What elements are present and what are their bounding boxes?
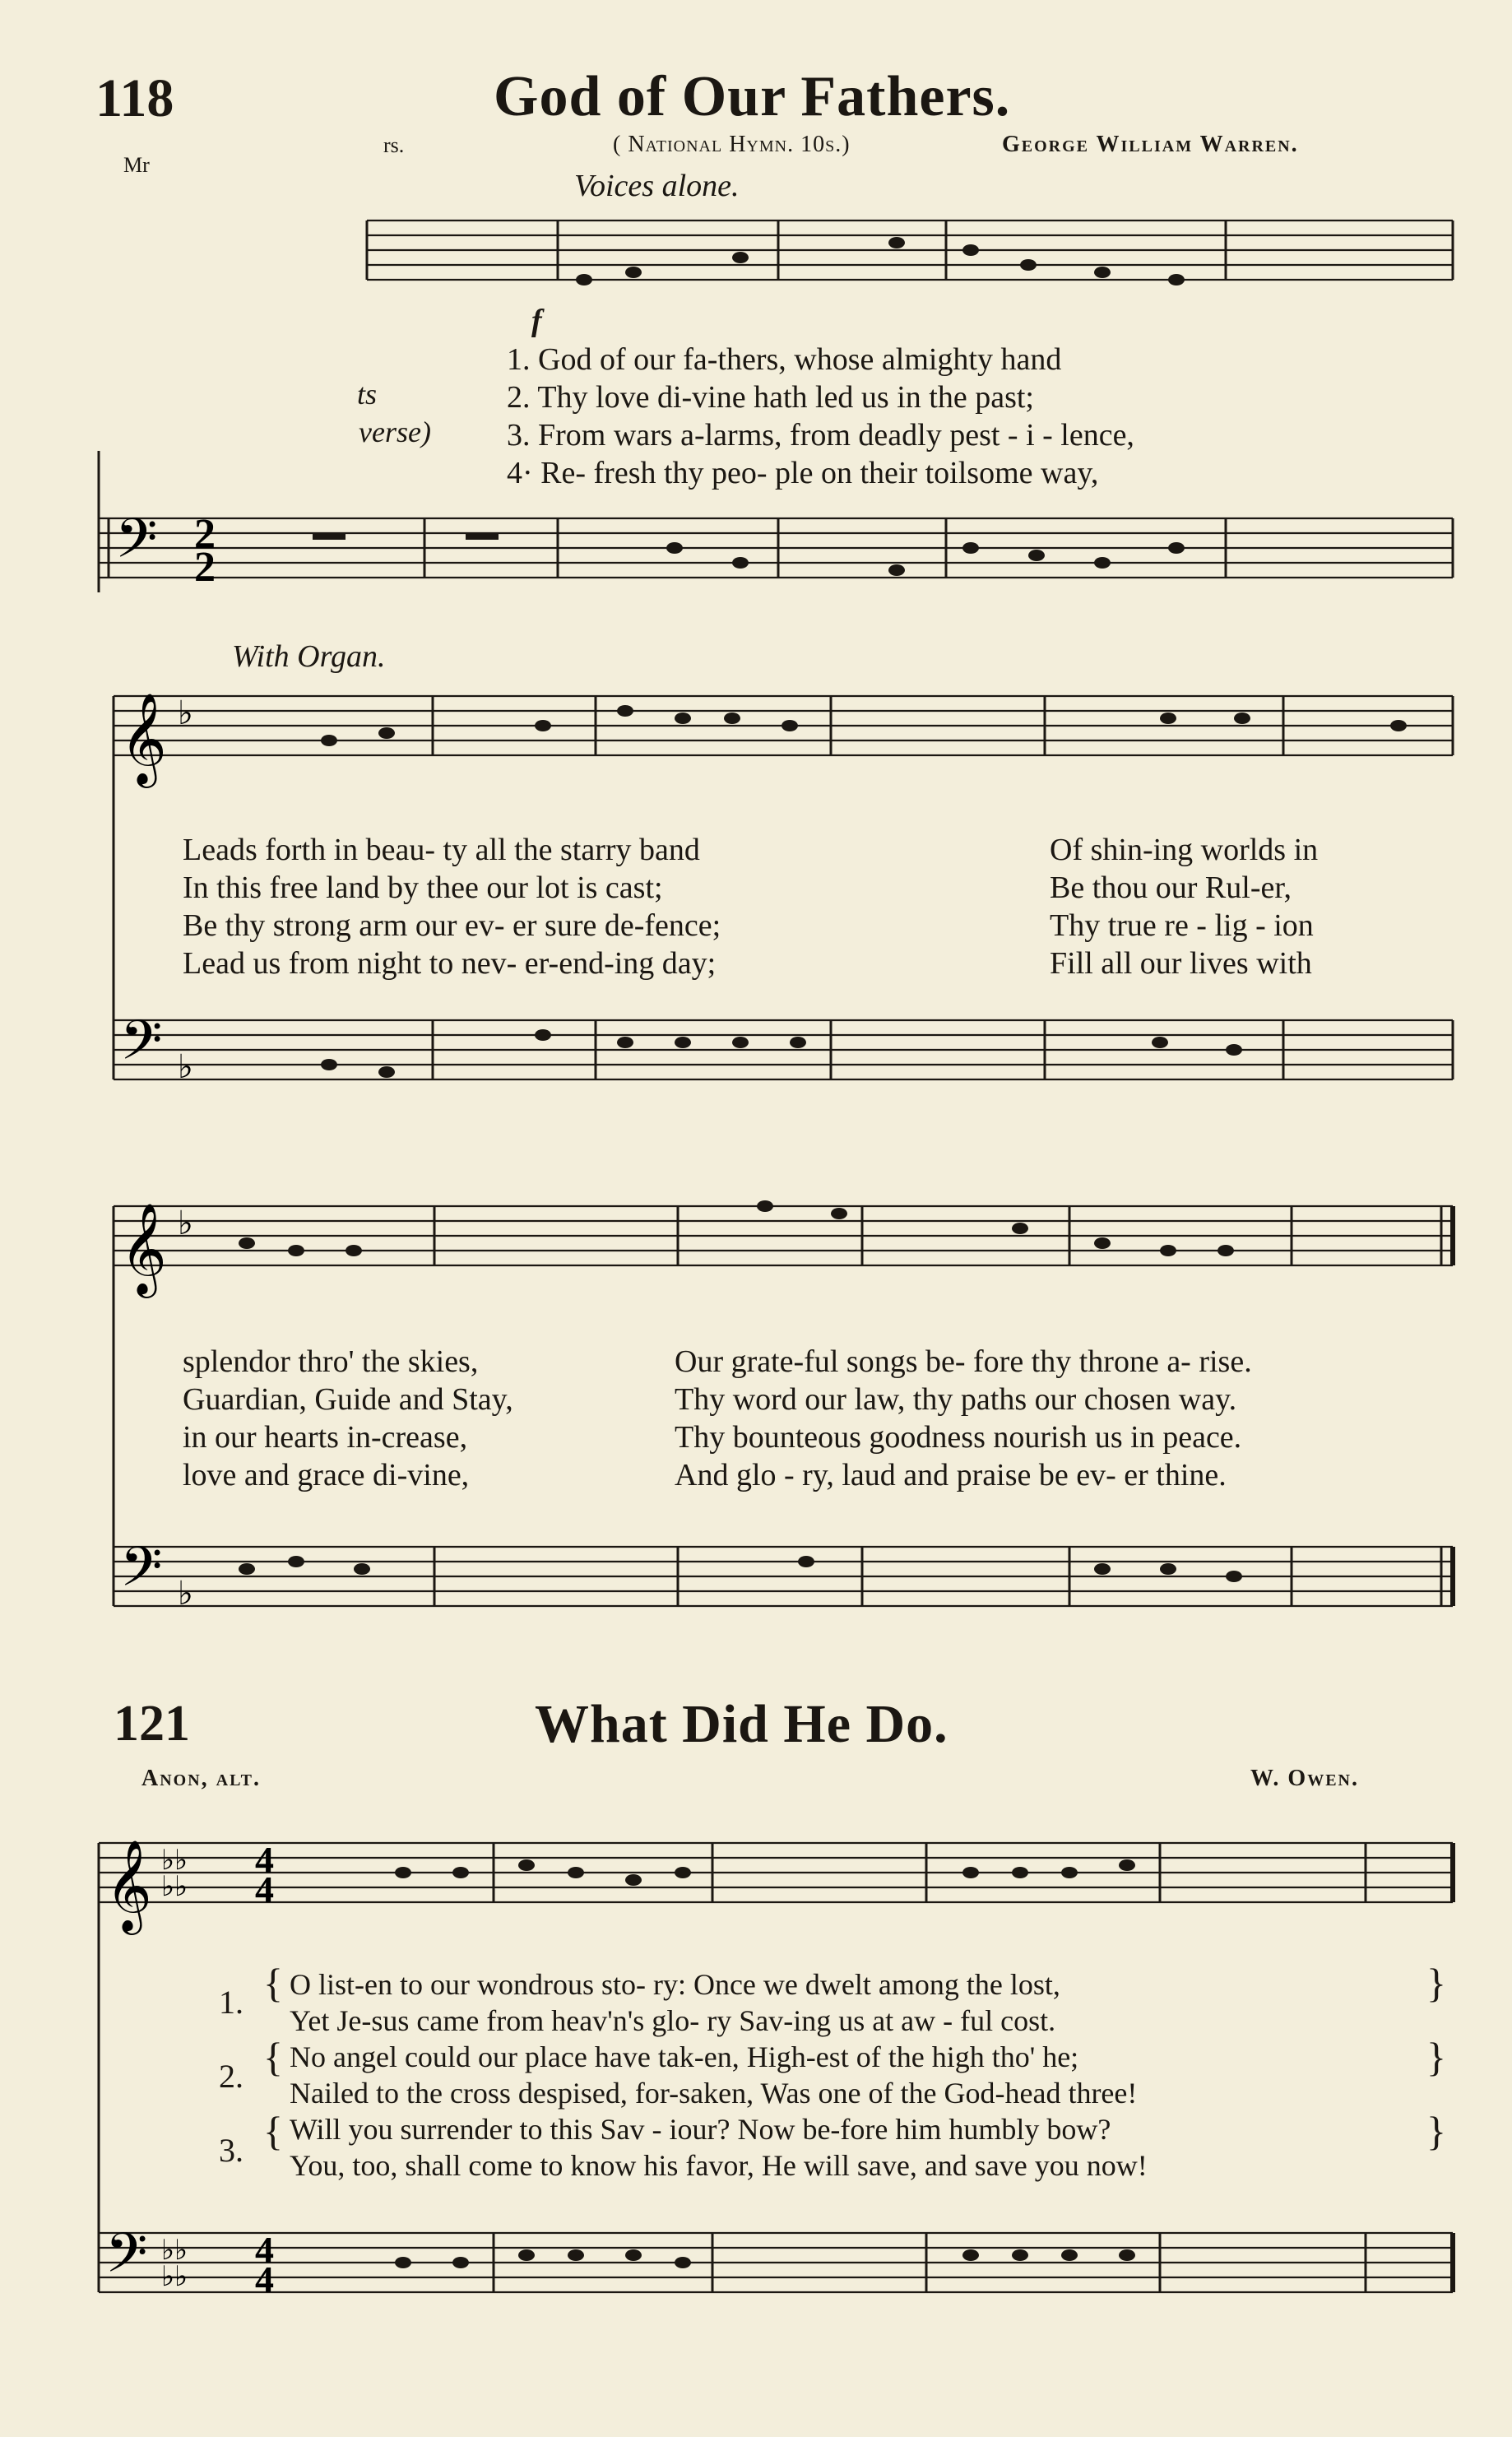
svg-text:2: 2	[194, 544, 216, 591]
verse-line: 3. From wars a-larms, from deadly pest - i - lence,	[507, 418, 1134, 453]
verses-block-121	[290, 1966, 1148, 2184]
verse-line: You, too, shall come to know his favor, He will save, and save you now!	[290, 2149, 1148, 2182]
svg-text:𝄢: 𝄢	[120, 1009, 163, 1085]
svg-text:♭♭: ♭♭	[161, 2234, 188, 2267]
svg-text:♭: ♭	[178, 1575, 193, 1613]
left-brace: {	[263, 1960, 283, 2006]
svg-text:♭♭: ♭♭	[161, 1844, 188, 1877]
hymn-number: 121	[114, 1696, 190, 1752]
verses-block-2-right	[1050, 831, 1318, 982]
verse-line: And glo - ry, laud and praise be ev- er thine.	[675, 1458, 1227, 1492]
verses-block-1	[507, 341, 1134, 492]
margin-note: Mr	[123, 153, 150, 177]
verse-number: 3.	[219, 2132, 243, 2169]
verse-line: Leads forth in beau- ty all the starry band	[183, 833, 700, 867]
left-brace: {	[263, 2108, 283, 2154]
svg-text:4: 4	[255, 1868, 274, 1910]
treble-staff-3	[114, 1202, 1453, 1298]
hymn-title: God of Our Fathers.	[494, 65, 1011, 128]
verse-line: Will you surrender to this Sav - iour? Now be-fore him humbly bow?	[290, 2113, 1111, 2146]
verses-block-2-left	[183, 831, 721, 982]
verse-line: No angel could our place have tak-en, High-est of the high tho' he;	[290, 2040, 1079, 2073]
left-brace: {	[263, 2034, 283, 2080]
dynamic-marking: f	[531, 304, 542, 338]
verse-line: Guardian, Guide and Stay,	[183, 1382, 513, 1417]
side-note-ts: ts	[357, 378, 378, 411]
verse-line: Lead us from night to nev- er-end-ing day;	[183, 946, 717, 981]
verse-line: Yet Je-sus came from heav'n's glo- ry Sav-ing us at aw - ful cost.	[290, 2004, 1056, 2037]
treble-staff-1	[367, 220, 1453, 280]
tune-name: ( National Hymn. 10s.)	[613, 132, 851, 157]
svg-text:♭♭: ♭♭	[161, 2260, 188, 2293]
direction-organ: With Organ.	[232, 639, 386, 674]
treble-staff-2	[114, 692, 1453, 788]
svg-text:𝄢: 𝄢	[115, 507, 158, 583]
svg-text:𝄢: 𝄢	[120, 1535, 163, 1612]
right-brace: }	[1426, 2034, 1446, 2080]
svg-text:4: 4	[255, 2229, 274, 2271]
svg-text:𝄞: 𝄞	[120, 1202, 167, 1294]
composer-121: W. Owen.	[1250, 1766, 1359, 1791]
verse-line: Be thy strong arm our ev- er sure de-fence;	[183, 908, 721, 943]
margin-fragment: rs.	[383, 133, 405, 157]
verse-line: Be thou our Rul-er,	[1050, 870, 1292, 905]
verses-block-3-left	[183, 1343, 513, 1494]
svg-text:4: 4	[255, 1839, 274, 1881]
verse-line: 1. God of our fa-thers, whose almighty hand	[507, 342, 1062, 377]
verse-line: 4· Re- fresh thy peo- ple on their toilsome way,	[507, 456, 1099, 490]
direction-voices: Voices alone.	[574, 169, 740, 203]
svg-text:♭♭: ♭♭	[161, 1870, 188, 1903]
verse-line: Thy bounteous goodness nourish us in peace.	[675, 1420, 1242, 1455]
svg-text:♭: ♭	[178, 1048, 193, 1086]
verse-line: in our hearts in-crease,	[183, 1420, 468, 1455]
side-note-verse: verse)	[359, 415, 431, 448]
verses-block-3-right	[675, 1343, 1252, 1494]
composer: George William Warren.	[1002, 132, 1299, 157]
verse-number: 1.	[219, 1984, 243, 2021]
verse-line: In this free land by thee our lot is cast;	[183, 870, 663, 905]
svg-text:𝄞: 𝄞	[105, 1839, 152, 1931]
svg-text:♭: ♭	[178, 694, 193, 732]
verse-line: Our grate-ful songs be- fore thy throne a- rise.	[675, 1344, 1252, 1379]
verse-line: splendor thro' the skies,	[183, 1344, 479, 1379]
hymn-title-121: What Did He Do.	[535, 1694, 948, 1754]
svg-text:𝄢: 𝄢	[105, 2221, 148, 2298]
right-brace: }	[1426, 1960, 1446, 2006]
verse-line: Of shin-ing worlds in	[1050, 833, 1319, 867]
verse-number: 2.	[219, 2058, 243, 2095]
svg-text:𝄞: 𝄞	[120, 692, 167, 784]
verse-line: Thy true re - lig - ion	[1050, 908, 1314, 943]
verse-line: Thy word our law, thy paths our chosen way.	[675, 1382, 1237, 1417]
noteheads	[239, 237, 1407, 2268]
page-number: 118	[95, 68, 174, 128]
svg-text:♭: ♭	[178, 1205, 193, 1242]
treble-staff-121	[99, 1839, 1453, 1935]
verse-line: O list-en to our wondrous sto- ry: Once we dwelt among the lost,	[290, 1968, 1060, 2001]
right-brace: }	[1426, 2108, 1446, 2154]
svg-text:4: 4	[255, 2258, 274, 2300]
verse-line: 2. Thy love di-vine hath led us in the past;	[507, 380, 1034, 415]
verse-line: Nailed to the cross despised, for-saken, Was one of the God-head three!	[290, 2077, 1138, 2110]
svg-text:2: 2	[194, 511, 216, 558]
verse-line: Fill all our lives with	[1050, 946, 1312, 981]
author: Anon, alt.	[141, 1766, 261, 1791]
verse-line: love and grace di-vine,	[183, 1458, 470, 1492]
